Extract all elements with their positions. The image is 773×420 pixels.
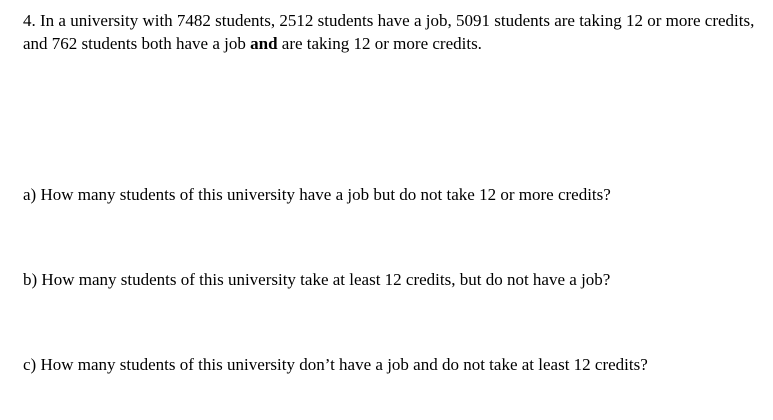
- question-b-label: b): [23, 270, 38, 289]
- question-b-text: How many students of this university take at least 12 credits, but do not have a job?: [41, 270, 611, 289]
- problem-text-part1: In a university with 7482 students, 2512 students have a job, 5091 students are taking 12 or more credits, and 762 students both have a job: [23, 11, 755, 53]
- question-a-label: a): [23, 185, 37, 204]
- question-a: [23, 183, 611, 206]
- question-c-text: How many students of this university don’t have a job and do not take at least 12 credits?: [40, 355, 648, 374]
- problem-number: 4.: [23, 11, 36, 30]
- question-b: [23, 268, 610, 291]
- problem-text-bold: and: [250, 34, 278, 53]
- problem-statement: [23, 9, 758, 55]
- question-c: [23, 353, 648, 376]
- problem-text-part2: are taking 12 or more credits.: [277, 34, 482, 53]
- question-c-label: c): [23, 355, 37, 374]
- question-a-text: How many students of this university have a job but do not take 12 or more credits?: [40, 185, 611, 204]
